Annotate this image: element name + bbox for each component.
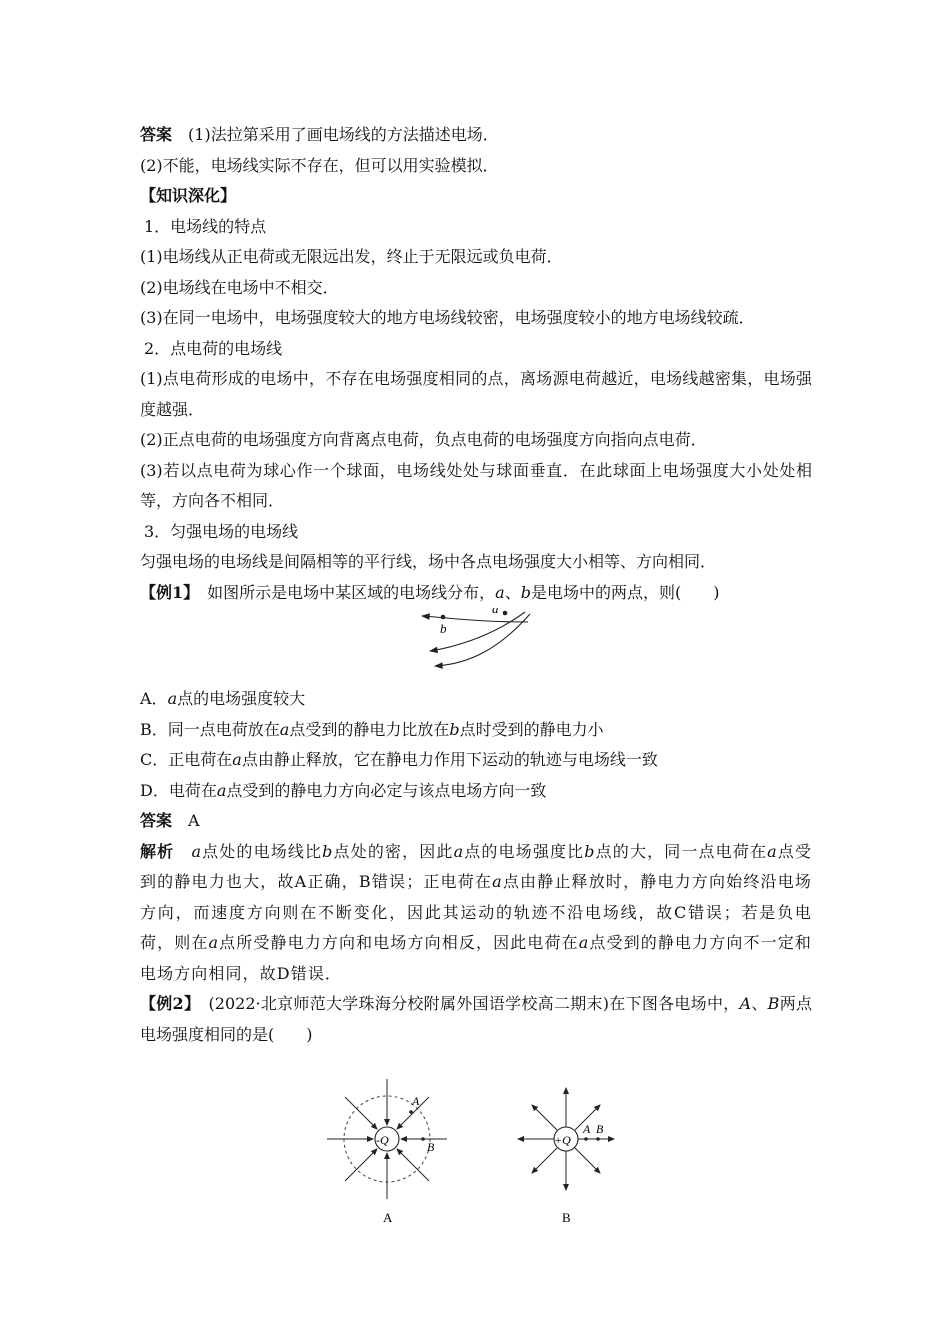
- knowledge-heading: 【知识深化】: [140, 186, 237, 205]
- example-2-stem: 【例2】 (2022·北京师范大学珠海分校附属外国语学校高二期末)在下图各电场中，A、B两点电场强度相同的是( ): [140, 994, 812, 1044]
- section-2-item: (3)若以点电荷为球心作一个球面，电场线处处与球面垂直．在此球面上电场强度大小处处相等，方向各不相同．: [140, 460, 812, 510]
- label-a: a: [492, 608, 499, 616]
- field-line: [345, 1149, 377, 1181]
- section-2-item: (1)点电荷形成的电场中，不存在电场强度相同的点，离场源电荷越近，电场线越密集，电场强度越强．: [140, 369, 812, 419]
- label-A: A: [412, 1094, 420, 1108]
- example-1-tag: 【例1】: [140, 582, 192, 602]
- document-page: [140, 120, 812, 1228]
- field-line: [345, 1097, 377, 1129]
- field-lines-diagram: [140, 608, 812, 684]
- answer-text-1: (1)法拉第采用了画电场线的方法描述电场．: [188, 125, 499, 144]
- answer-label: 答案: [140, 125, 173, 144]
- answer-line-2: (2)不能，电场线实际不存在，但可以用实验模拟．: [140, 155, 499, 175]
- point-A: [584, 1137, 588, 1141]
- point-a: [503, 611, 508, 616]
- answer-line-1: [140, 120, 812, 151]
- label-b: b: [440, 621, 447, 636]
- field-line: [575, 1148, 600, 1173]
- example-1-analysis: 解析 a点处的电场线比b点处的密，因此a点的电场强度比b点的大，同一点电荷在a点受到的静电力也大，故A正确，B错误；正电荷在a点由静止释放时，静电力方向始终沿电场方向，而速度方向则在不断变化，因此其运动的轨迹不沿电场线，故C错误；若是负电荷，则在a点所受静电力方向和电场方向相反，因此电荷在a点受到的静电力方向不一定和电场方向相同，故D错误．: [140, 841, 813, 983]
- section-2-item: (2)正点电荷的电场强度方向背离点电荷，负点电荷的电场强度方向指向点电荷．: [140, 430, 707, 449]
- charge-label: -Q: [376, 1133, 389, 1147]
- charge-field-figures: [140, 1050, 812, 1228]
- figure-b-positive-charge: [518, 1088, 614, 1225]
- field-lines-figure: [140, 608, 812, 684]
- caption-A: A: [383, 1210, 393, 1225]
- option-b: B．同一点电荷放在a点受到的静电力比放在b点时受到的静电力小: [140, 719, 604, 739]
- caption-B: B: [562, 1210, 571, 1225]
- field-line: [397, 1149, 429, 1181]
- example-1-stem: 【例1】 如图所示是电场中某区域的电场线分布，a、b是电场中的两点，则( ): [140, 582, 720, 602]
- option-d: D．电荷在a点受到的静电力方向必定与该点电场方向一致: [140, 780, 547, 800]
- section-3-title: 3．匀强电场的电场线: [144, 521, 299, 541]
- point-A: [409, 1110, 413, 1114]
- charge-field-diagram: [140, 1050, 812, 1228]
- label-B: B: [596, 1122, 604, 1136]
- section-3-text: 匀强电场的电场线是间隔相等的平行线，场中各点电场强度大小相等、方向相同．: [140, 552, 717, 571]
- point-B: [596, 1137, 600, 1141]
- section-1-item: (3)在同一电场中，电场强度较大的地方电场线较密，电场强度较小的地方电场线较疏．: [140, 308, 755, 327]
- example-1-answer: 答案 A: [140, 811, 200, 830]
- point-b: [441, 615, 446, 620]
- section-1-item: (1)电场线从正电荷或无限远出发，终止于无限远或负电荷．: [140, 247, 563, 266]
- section-2-title: 2．点电荷的电场线: [144, 338, 283, 358]
- charge-label: +Q: [554, 1133, 571, 1147]
- label-B: B: [427, 1140, 435, 1154]
- field-line: [532, 1148, 557, 1173]
- option-c: C．正电荷在a点由静止释放，它在静电力作用下运动的轨迹与电场线一致: [140, 750, 658, 769]
- label-A: A: [583, 1122, 591, 1136]
- section-1-title: 1．电场线的特点: [144, 216, 267, 236]
- point-B: [421, 1137, 425, 1141]
- figure-a-negative-charge: [327, 1079, 447, 1225]
- section-1-item: (2)电场线在电场中不相交．: [140, 277, 339, 297]
- option-a: A．a点的电场强度较大: [140, 689, 306, 708]
- field-line: [532, 1105, 557, 1130]
- example-2-tag: 【例2】: [140, 994, 193, 1013]
